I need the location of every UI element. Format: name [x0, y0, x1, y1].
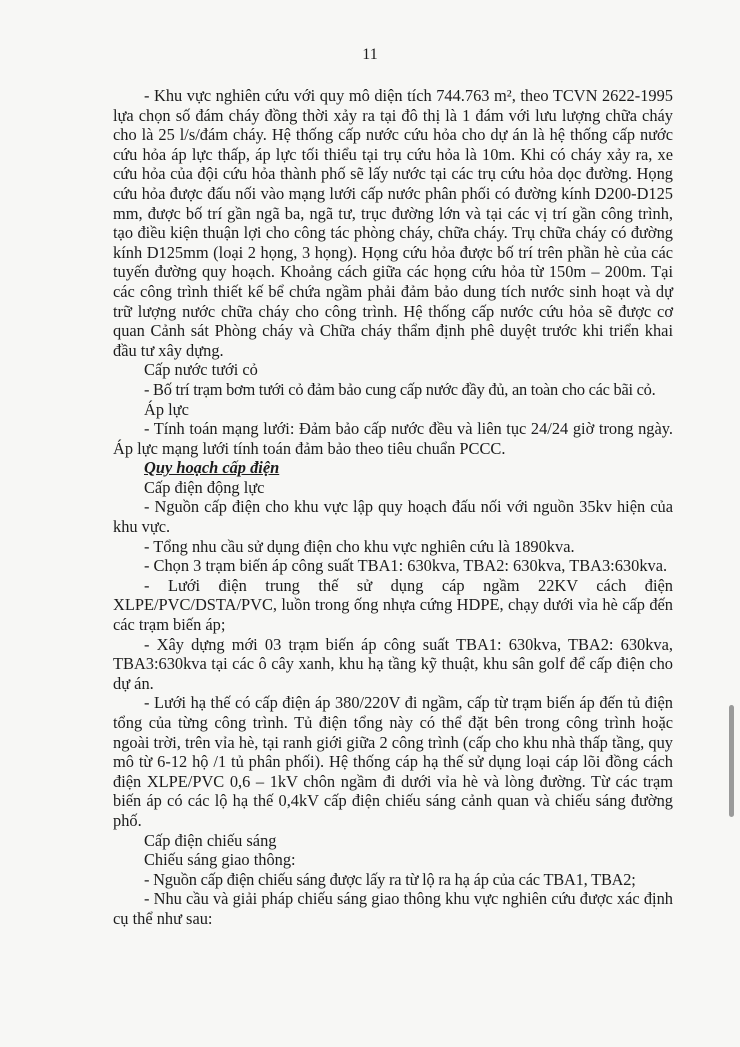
subheading-pressure: Áp lực [144, 399, 189, 419]
paragraph-fire-water-supply: - Khu vực nghiên cứu với quy mô diện tích 744.763 m², theo TCVN 2622-1995 lựa chọn số đám cháy đồng thời xảy ra tại đô thị là 1 đám với lưu lượng chữa cháy cho là 25 l/s/đám cháy. Hệ thống cấp nước cứu hỏa cho dự án là hệ thống cấp nước cứu hỏa áp lực thấp, áp lực tối thiểu tại trụ cứu hỏa là 10m. Khi có cháy xảy ra, xe cứu hỏa của đội cứu hỏa thành phố sẽ lấy nước tại các trụ cứu hỏa dọc đường. Họng cứu hỏa được đấu nối vào mạng lưới cấp nước phân phối có đường kính D200-D125 mm, được bố trí gần ngã ba, ngã tư, trục đường lớn và tại các vị trí gần công trình, tạo điều kiện thuận lợi cho công tác phòng cháy, chữa cháy. Trụ chữa cháy có đường kính D125mm (loại 2 họng, 3 họng). Họng cứu hỏa được bố trí trên phần hè của các tuyến đường quy hoạch. Khoảng cách giữa các họng cứu hỏa từ 150m – 200m. Tại các công trình thiết kế bể chứa ngầm phải đảm bảo dung tích nước sinh hoạt và dự trữ lượng nước chữa cháy cho công trình. Hệ thống cấp nước cứu hỏa sẽ được cơ quan Cảnh sát Phòng cháy và Chữa cháy thẩm định phê duyệt trước khi triển khai đầu tư xây dựng. [113, 86, 673, 360]
paragraph-lighting-needs: - Nhu cầu và giải pháp chiếu sáng giao thông khu vực nghiên cứu được xác định cụ thể như sau: [113, 889, 673, 928]
paragraph-total-demand: - Tổng nhu cầu sử dụng điện cho khu vực nghiên cứu là 1890kva. [144, 536, 575, 556]
paragraph-lighting-source: - Nguồn cấp điện chiếu sáng được lấy ra từ lộ ra hạ áp của các TBA1, TBA2; [144, 869, 636, 889]
subheading-grass-irrigation: Cấp nước tưới cỏ [144, 360, 258, 380]
paragraph-power-source: - Nguồn cấp điện cho khu vực lập quy hoạch đấu nối với nguồn 35kv hiện của khu vực. [113, 497, 673, 537]
paragraph-medium-voltage-grid: - Lưới điện trung thế sử dụng cáp ngầm 22KV cách điện XLPE/PVC/DSTA/PVC, luồn trong ống nhựa cứng HDPE, chạy dưới vỉa hè cấp đến các trạm biến áp; [113, 575, 673, 635]
paragraph-low-voltage-grid: - Lưới hạ thế có cấp điện áp 380/220V đi ngầm, cấp từ trạm biến áp đến tủ điện tổng của từng công trình. Tủ điện tổng này có thể đặt bên trong công trình hoặc ngoài trời, trên vỉa hè, tại ranh giới giữa 2 công trình (cấp cho khu nhà thấp tầng, quy mô từ 6-12 hộ /1 tủ phân phối). Hệ thống cáp hạ thế sử dụng loại cáp lõi đồng cách điện XLPE/PVC 0,6 – 1kV chôn ngầm đi dưới vỉa hè và lòng đường. Từ các trạm biến áp có các lộ hạ thế 0,4kV cấp điện chiếu sáng cảnh quan và chiếu sáng đường phố. [113, 693, 673, 830]
paragraph-network-calculation: - Tính toán mạng lưới: Đảm bảo cấp nước đều và liên tục 24/24 giờ trong ngày. Áp lực mạng lưới tính toán đảm bảo theo tiêu chuẩn PCCC. [113, 419, 673, 458]
paragraph-grass-pump: - Bố trí trạm bơm tưới cỏ đảm bảo cung cấp nước đầy đủ, an toàn cho các bãi cỏ. [144, 379, 656, 399]
paragraph-new-transformers: - Xây dựng mới 03 trạm biến áp công suất TBA1: 630kva, TBA2: 630kva, TBA3:630kva tại các ô cây xanh, khu hạ tầng kỹ thuật, khu sân golf để cấp điện cho dự án. [113, 634, 673, 693]
body-text [113, 86, 673, 929]
section-heading-power-planning: Quy hoạch cấp điện [144, 458, 280, 478]
subheading-traffic-lighting: Chiếu sáng giao thông: [144, 850, 296, 870]
scrollbar-thumb[interactable] [729, 705, 734, 817]
subheading-lighting-power: Cấp điện chiếu sáng [144, 830, 277, 850]
subheading-power-supply: Cấp điện động lực [144, 477, 265, 497]
page-number: 11 [362, 46, 378, 63]
paragraph-transformer-selection: - Chọn 3 trạm biến áp công suất TBA1: 630kva, TBA2: 630kva, TBA3:630kva. [144, 556, 668, 576]
